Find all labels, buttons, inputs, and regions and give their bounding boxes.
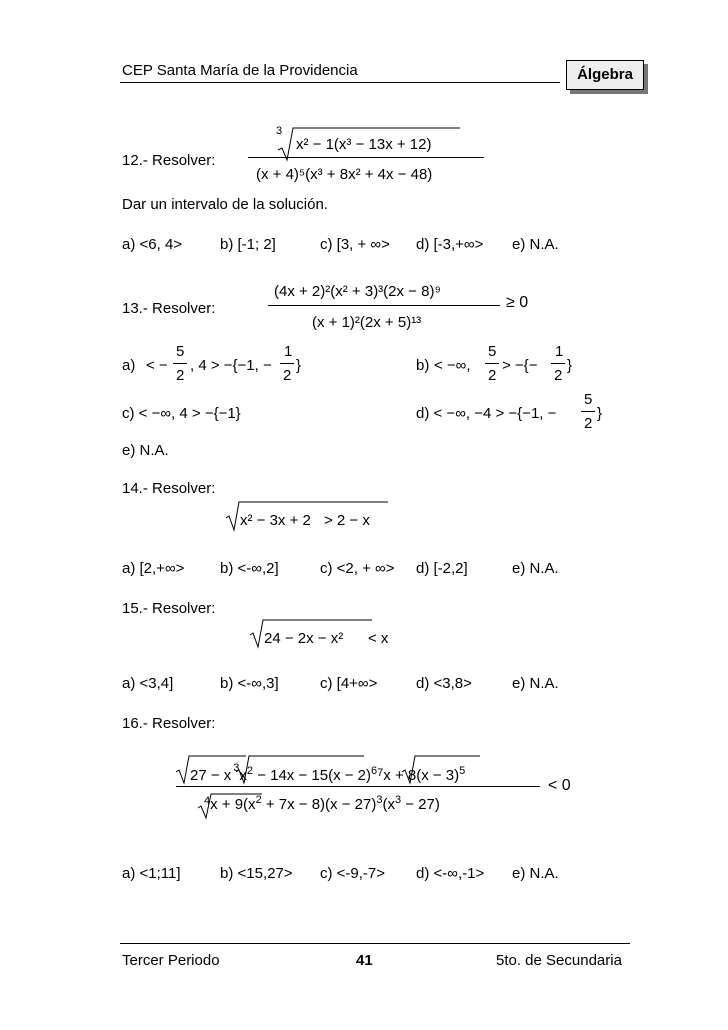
fraction-bar-16: [176, 786, 540, 787]
p13-option-a-expr: < −: [146, 357, 168, 374]
p15-option-a: a) <3,4]: [122, 675, 174, 692]
p13-option-d: d) < −∞, −4 > −{−1, −: [416, 405, 557, 422]
p16-option-a: a) <1;11]: [122, 865, 181, 882]
problem-16-relation: < 0: [548, 777, 571, 794]
p15-option-b: b) <-∞,3]: [220, 675, 279, 692]
p13-d-frac-bar: [581, 411, 595, 412]
problem-16-numerator: 27 − x $^3x^2 - 14x - 15(x - 2)^{67}x + 8(x - 3)^5$: [190, 762, 466, 784]
problem-12-numerator: x² − 1(x³ − 13x + 12): [296, 136, 432, 153]
problem-16-label: 16.- Resolver:: [122, 715, 216, 732]
footer-period: Tercer Periodo: [122, 952, 220, 969]
p16-option-e: e) N.A.: [512, 865, 559, 882]
problem-15-radicand: 24 − 2x − x²: [264, 630, 344, 647]
p13-a-close: }: [296, 357, 302, 374]
p16-option-d: d) <-∞,-1>: [416, 865, 485, 882]
problem-13-relation: ≥ 0: [506, 294, 529, 311]
footer-rule: [120, 943, 630, 944]
problem-16-denominator: $^4x + 9(x^2 + 7x - 8)(x - 27)^3(x^3 - 27)$: [204, 794, 440, 813]
p14-option-e: e) N.A.: [512, 560, 559, 577]
p12-option-e: e) N.A.: [512, 236, 559, 253]
p16-option-c: c) <-9,-7>: [320, 865, 386, 882]
p14-option-b: b) <-∞,2]: [220, 560, 279, 577]
p15-option-e: e) N.A.: [512, 675, 559, 692]
problem-13-denominator: (x + 1)²(2x + 5)¹³: [312, 314, 422, 331]
p14-option-c: c) <2, + ∞>: [320, 560, 395, 577]
p13-b-frac2-num: 1: [555, 343, 564, 360]
p13-b-frac1-bar: [485, 363, 499, 364]
problem-13-label: 13.- Resolver:: [122, 300, 216, 317]
problem-14-radicand: x² − 3x + 2: [240, 512, 311, 529]
problem-15-rest: < x: [368, 630, 389, 647]
p12-option-d: d) [-3,+∞>: [416, 236, 484, 253]
problem-12-label: 12.- Resolver:: [122, 152, 216, 169]
p13-d-frac-den: 2: [584, 415, 593, 432]
p14-option-d: d) [-2,2]: [416, 560, 468, 577]
p13-d-close: }: [597, 405, 603, 422]
root-index-12: 3: [276, 125, 283, 137]
p12-option-a: a) <6, 4>: [122, 236, 183, 253]
p13-a-frac1-num: 5: [176, 343, 185, 360]
problem-15-label: 15.- Resolver:: [122, 600, 216, 617]
subject-label: Álgebra: [577, 66, 633, 83]
p14-option-a: a) [2,+∞>: [122, 560, 185, 577]
p13-a-frac1-den: 2: [176, 367, 185, 384]
p13-b-frac2-bar: [551, 363, 565, 364]
p13-a-frac1-bar: [173, 363, 187, 364]
subject-badge: [566, 60, 644, 90]
problem-13-numerator: (4x + 2)²(x² + 3)³(2x − 8)⁹: [274, 283, 441, 300]
fraction-bar-13: [268, 305, 500, 306]
p13-b-expr: < −∞,: [434, 357, 471, 374]
fraction-bar-12: [248, 157, 484, 158]
p13-a-frac2-den: 2: [283, 367, 292, 384]
problem-12-denominator: (x + 4)⁵(x³ + 8x² + 4x − 48): [256, 166, 433, 183]
p13-b-frac1-den: 2: [488, 367, 497, 384]
p13-a-frac2-num: 1: [284, 343, 293, 360]
radicals-16-icon: [0, 0, 10, 10]
p13-a-mid: , 4 > −{−1, −: [190, 357, 272, 374]
p13-option-c: c) < −∞, 4 > −{−1}: [122, 405, 241, 422]
p13-b-frac1-num: 5: [488, 343, 497, 360]
p16-option-b: b) <15,27>: [220, 865, 293, 882]
p15-option-c: c) [4+∞>: [320, 675, 378, 692]
header-rule: [120, 82, 560, 83]
p13-a-frac2-bar: [280, 363, 294, 364]
p13-b-close: }: [567, 357, 573, 374]
p12-option-b: b) [-1; 2]: [220, 236, 276, 253]
problem-14-rest: > 2 − x: [324, 512, 370, 529]
p15-option-d: d) <3,8>: [416, 675, 472, 692]
p13-option-e: e) N.A.: [122, 442, 169, 459]
p13-b-frac2-den: 2: [554, 367, 563, 384]
p13-d-frac-num: 5: [584, 391, 593, 408]
problem-14-label: 14.- Resolver:: [122, 480, 216, 497]
problem-12-note: Dar un intervalo de la solución.: [122, 196, 328, 213]
page-number: 41: [356, 952, 373, 969]
p13-option-a-label: a): [122, 357, 136, 374]
p12-option-c: c) [3, + ∞>: [320, 236, 390, 253]
p13-option-b-label: b): [416, 357, 430, 374]
school-name: CEP Santa María de la Providencia: [122, 62, 358, 79]
p13-b-mid: > −{−: [502, 357, 538, 374]
footer-grade: 5to. de Secundaria: [496, 952, 622, 969]
